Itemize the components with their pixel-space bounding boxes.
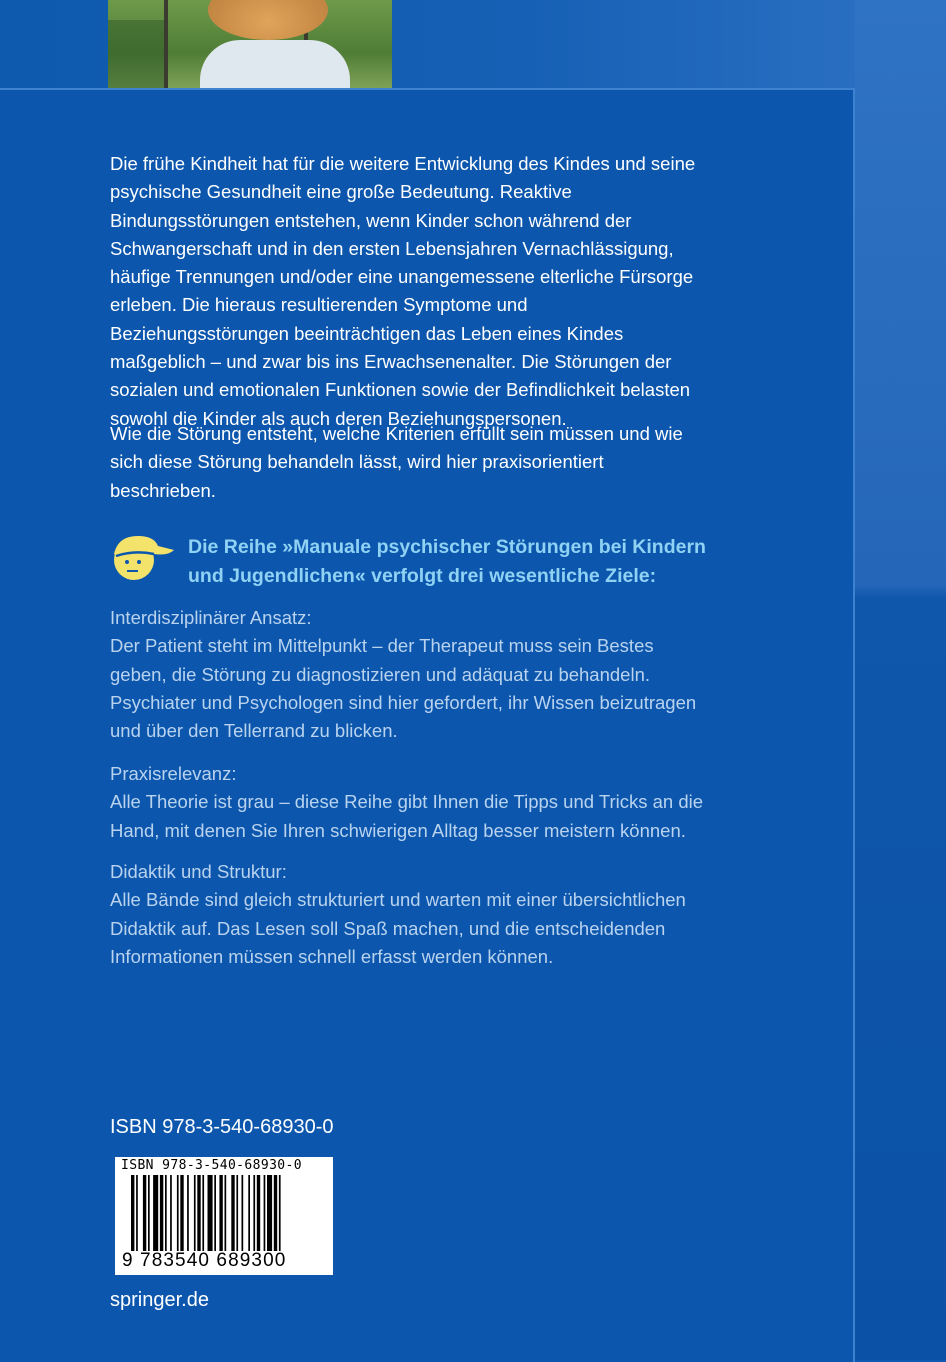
barcode-isbn-text: ISBN 978-3-540-68930-0 [121,1158,302,1173]
goal-didactics [110,858,710,971]
cover-photo-child-on-swing [108,0,392,88]
barcode-bar [170,1175,172,1251]
goal-text: Der Patient steht im Mittelpunkt – der Therapeut muss sein Bestes geben, die Störung zu diagnostizieren und adäquat zu behandeln. Psychiater und Psychologen sind hier gefordert, ihr Wissen beizutragen und über den Tellerrand zu blicken. [110,635,697,742]
barcode-bars [131,1175,327,1251]
barcode [115,1157,333,1275]
barcode-bar [257,1175,260,1251]
barcode-bar [219,1175,222,1251]
barcode-bar [143,1175,146,1251]
barcode-bar [153,1175,158,1251]
barcode-bar [248,1175,250,1251]
goal-label: Interdisziplinärer Ansatz: [110,607,312,628]
barcode-bar [177,1175,179,1251]
child-face-cap-icon [108,530,176,582]
barcode-bar [197,1175,200,1251]
barcode-bar [187,1175,189,1251]
barcode-bar [148,1175,150,1251]
barcode-bar [202,1175,204,1251]
barcode-bar [180,1175,183,1251]
right-strip [855,0,946,1360]
barcode-bar [214,1175,216,1251]
barcode-bar [208,1175,213,1251]
series-title: Die Reihe »Manuale psychischer Störungen bei Kindern und Jugendlichen« verfolgt drei wesentliche Ziele: [188,536,706,587]
barcode-bar [274,1175,277,1251]
barcode-bar [165,1175,167,1251]
barcode-bar [242,1175,244,1251]
barcode-bar [160,1175,163,1251]
description-paragraph-1: Die frühe Kindheit hat für die weitere Entwicklung des Kindes und seine psychische Gesundheit eine große Bedeutung. Reaktive Bindungsstörungen entstehen, wenn Kinder schon während der Schwangerschaft und in den ersten Lebensjahren Vernachlässigung, häufige Trennungen und/oder eine unangemessene elterliche Fürsorge erleben. Die hieraus resultierenden Symptome und Beziehungsstörungen beeinträchtigen das Leben eines Kindes maßgeblich – und zwar bis ins Erwachsenenalter. Die Störungen der sozialen und emotionalen Funktionen sowie der Befindlichkeit belasten sowohl die Kinder als auch deren Beziehungspersonen. [110,153,696,429]
isbn-label: ISBN 978-3-540-68930-0 [110,1116,334,1138]
barcode-bar [231,1175,234,1251]
barcode-bar [279,1175,281,1251]
goal-practice-relevance [110,760,710,845]
barcode-bar [225,1175,227,1251]
goal-text: Alle Theorie ist grau – diese Reihe gibt Ihnen die Tipps und Tricks an die Hand, mit denen Sie Ihren schwierigen Alltag besser meistern können. [110,791,704,841]
barcode-bar [136,1175,138,1251]
barcode-bar [253,1175,255,1251]
barcode-bar [131,1175,134,1251]
barcode-digits: 9 783540 689300 [122,1250,287,1271]
description-paragraph-2: Wie die Störung entsteht, welche Kriterien erfüllt sein müssen und wie sich diese Störung behandeln lässt, wird hier praxisorientiert beschrieben. [110,423,683,501]
publisher-website: springer.de [110,1289,209,1311]
goal-label: Didaktik und Struktur: [110,861,287,882]
barcode-bar [194,1175,196,1251]
goal-interdisciplinary [110,604,710,745]
barcode-bar [267,1175,272,1251]
barcode-bar [236,1175,238,1251]
goal-label: Praxisrelevanz: [110,763,237,784]
barcode-bar [264,1175,266,1251]
goal-text: Alle Bände sind gleich strukturiert und warten mit einer übersichtlichen Didaktik auf. Das Lesen soll Spaß machen, und die entscheidenden Informationen müssen schnell erfasst werden können. [110,889,686,967]
